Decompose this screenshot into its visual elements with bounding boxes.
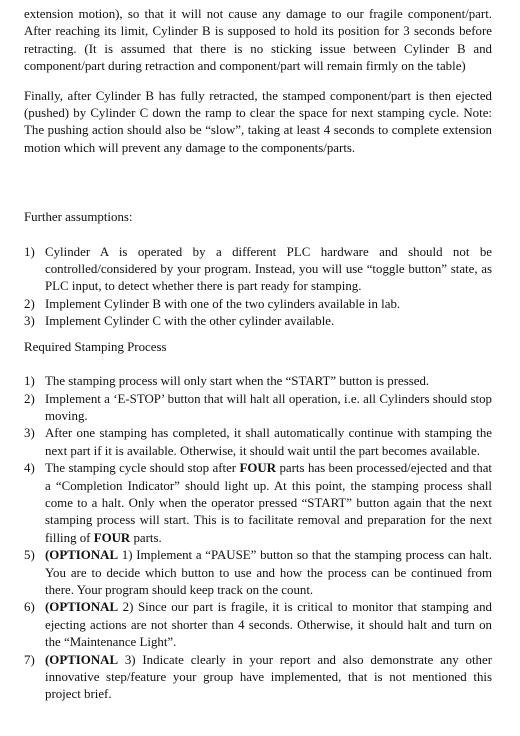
list-item: [24, 296, 492, 313]
list-item: [24, 425, 492, 460]
emphasis-four: FOUR: [93, 530, 131, 545]
assumptions-list: [24, 244, 492, 331]
list-item-text: (OPTIONAL 1) Implement a “PAUSE” button so that the stamping process can halt. You are to decide which button to use and how the process can be continued from there. Your program should keep track on the count.: [45, 548, 492, 597]
list-number: 7): [24, 652, 35, 667]
optional-label: (OPTIONAL: [45, 548, 119, 563]
list-number: 1): [24, 374, 35, 389]
list-item: [24, 313, 492, 330]
optional-label: (OPTIONAL: [45, 600, 119, 615]
list-item-text: Implement Cylinder B with one of the two cylinders available in lab.: [45, 296, 401, 311]
list-number: 2): [24, 296, 35, 311]
list-item-text: Implement a ‘E-STOP’ button that will halt all operation, i.e. all Cylinders should stop moving.: [45, 391, 492, 423]
list-number: 1): [24, 244, 35, 259]
list-item-text: After one stamping has completed, it shall automatically continue with stamping the next part if it is available. Otherwise, it should wait until the part becomes available.: [45, 426, 492, 458]
list-item: [24, 460, 492, 547]
document-page: [24, 6, 492, 704]
paragraph-cylinder-b: extension motion), so that it will not cause any damage to our fragile component/part. After reaching its limit, Cylinder B is supposed to hold its position for 3 seconds before retracting. (It is assumed that there is no sticking issue between Cylinder B and component/part during retraction and component/part will remain firmly on the table): [24, 7, 492, 74]
list-item-text: (OPTIONAL 2) Since our part is fragile, it is critical to monitor that stamping and ejecting actions are not shorter than 4 seconds. Otherwise, it should halt and turn on the “Maintenance Light”.: [45, 600, 492, 650]
required-process-heading: Required Stamping Process: [24, 339, 167, 354]
optional-label: (OPTIONAL: [45, 652, 119, 667]
further-assumptions-heading: Further assumptions:: [24, 210, 133, 225]
list-item: [24, 373, 492, 390]
list-item: [24, 391, 492, 426]
list-number: 3): [24, 426, 35, 441]
list-number: 6): [24, 600, 35, 615]
list-number: 3): [24, 314, 35, 329]
process-list: [24, 373, 492, 704]
list-number: 4): [24, 461, 35, 476]
list-number: 2): [24, 391, 35, 406]
list-item: [24, 652, 492, 704]
list-item-text: (OPTIONAL 3) Indicate clearly in your report and also demonstrate any other innovative step/feature your group have implemented, that is not mentioned this project brief.: [45, 652, 492, 702]
list-item: [24, 547, 492, 599]
list-item-text: Implement Cylinder C with the other cylinder available.: [45, 314, 335, 329]
list-item-text: The stamping process will only start when the “START” button is pressed.: [45, 374, 430, 389]
list-number: 5): [24, 548, 35, 563]
list-item: [24, 599, 492, 651]
paragraph-cylinder-c: Finally, after Cylinder B has fully retracted, the stamped component/part is then ejected (pushed) by Cylinder C down the ramp to clear the space for next stamping cycle. Note: The pushing action should also be “slow”, taking at least 4 seconds to complete extension motion which will prevent any damage to the components/parts.: [24, 88, 492, 155]
emphasis-four: FOUR: [239, 461, 277, 476]
list-item: [24, 244, 492, 296]
list-item-text: The stamping cycle should stop after FOUR parts has been processed/ejected and that a “Completion Indicator” should light up. At this point, the stamping process shall come to a halt. Only when the operator pressed “START” button again that the next stamping process will start. This is to facilitate removal and preparation for the next filling of FOUR parts.: [45, 461, 492, 545]
list-item-text: Cylinder A is operated by a different PLC hardware and should not be controlled/considered by your program. Instead, you will use “toggle button” state, as PLC input, to detect whether there is part ready for stamping.: [45, 244, 492, 294]
